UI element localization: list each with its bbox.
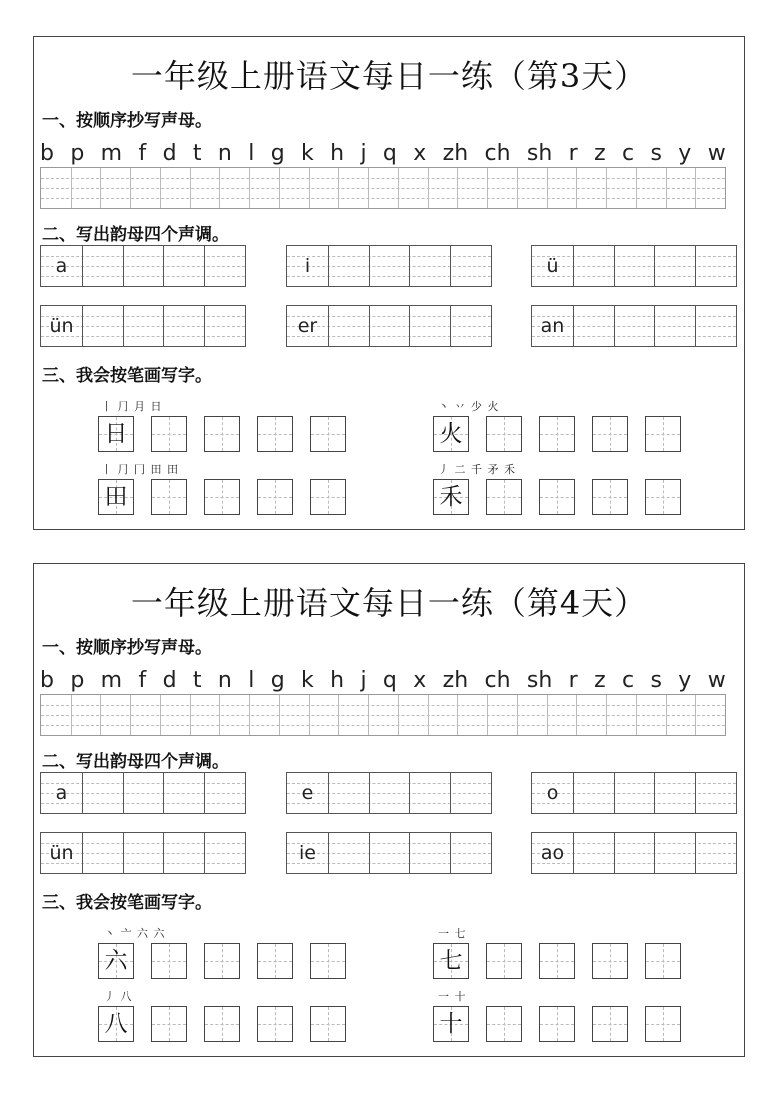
model-character: 日: [104, 421, 128, 447]
vowel-tone-box[interactable]: [40, 245, 246, 287]
tianzi-cell[interactable]: [539, 943, 575, 979]
tianzi-cell[interactable]: [151, 479, 187, 515]
worksheet-day-4: [33, 563, 745, 1057]
column-divider: [666, 695, 667, 735]
cell-divider: [614, 833, 615, 873]
column-divider: [576, 168, 577, 208]
tianzi-cell[interactable]: [204, 943, 240, 979]
tianzi-cell[interactable]: [592, 943, 628, 979]
column-divider: [71, 168, 72, 208]
cell-divider: [409, 833, 410, 873]
guide-line: [41, 705, 725, 706]
tianzi-cell[interactable]: [151, 943, 187, 979]
vowel-label: a: [55, 255, 68, 277]
initial-letter: c: [622, 667, 635, 693]
initial-letter: b: [40, 140, 54, 166]
column-divider: [219, 695, 220, 735]
guide-line: [41, 188, 725, 189]
initial-letter: x: [413, 667, 427, 693]
initial-letter: sh: [526, 140, 553, 166]
cell-divider: [654, 306, 655, 346]
column-divider: [576, 695, 577, 735]
column-divider: [160, 168, 161, 208]
initial-letter: r: [568, 667, 578, 693]
vowel-label: ie: [299, 842, 316, 864]
column-divider: [249, 695, 250, 735]
stroke-order-hint: 丨 ⺆ 月 日: [101, 400, 163, 413]
column-divider: [309, 695, 310, 735]
model-character: 禾: [439, 484, 463, 510]
initial-letter: s: [650, 667, 662, 693]
cell-divider: [369, 833, 370, 873]
tianzi-cell[interactable]: [486, 943, 522, 979]
tianzi-cell[interactable]: [486, 1006, 522, 1042]
cell-divider: [695, 773, 696, 813]
cell-divider: [409, 246, 410, 286]
column-divider: [190, 168, 191, 208]
initials-row: [40, 665, 726, 695]
vowel-label: er: [297, 315, 318, 337]
stroke-order-hint: 丿 二 千 矛 禾: [438, 463, 516, 476]
initial-letter: b: [40, 667, 54, 693]
tianzi-cell[interactable]: [592, 479, 628, 515]
cell-divider: [123, 833, 124, 873]
column-divider: [428, 168, 429, 208]
column-divider: [279, 168, 280, 208]
worksheet-title: 一年级上册语文每日一练（第3天）: [130, 57, 648, 95]
column-divider: [338, 168, 339, 208]
initial-letter: w: [707, 667, 726, 693]
initial-letter: q: [382, 140, 397, 166]
initial-letter: k: [301, 667, 314, 693]
cell-divider: [163, 833, 164, 873]
initial-letter: r: [568, 140, 578, 166]
initial-letter: h: [330, 667, 345, 693]
tianzi-cell[interactable]: [310, 943, 346, 979]
vowel-tone-box[interactable]: [531, 832, 737, 874]
initial-letter: g: [270, 667, 285, 693]
column-divider: [547, 168, 548, 208]
tianzi-cell[interactable]: [645, 479, 681, 515]
model-character: 七: [439, 948, 463, 974]
initial-letter: p: [70, 667, 85, 693]
tianzi-cell-model: [98, 416, 134, 452]
vowel-tone-box[interactable]: [286, 305, 492, 347]
initial-letter: g: [270, 140, 285, 166]
initial-letter: ch: [484, 140, 511, 166]
tianzi-cell[interactable]: [257, 416, 293, 452]
cell-divider: [614, 306, 615, 346]
initial-letter: n: [217, 667, 232, 693]
column-divider: [190, 695, 191, 735]
tianzi-cell[interactable]: [645, 416, 681, 452]
stroke-order-hint: 丿 八: [104, 990, 133, 1003]
cell-divider: [123, 306, 124, 346]
stroke-order-hint: 丨 ⺆ 冂 田 田: [101, 463, 179, 476]
cell-divider: [450, 773, 451, 813]
vowel-tone-box[interactable]: [531, 772, 737, 814]
guide-line: [41, 715, 725, 716]
cell-divider: [695, 306, 696, 346]
cell-divider: [695, 833, 696, 873]
tianzi-cell[interactable]: [486, 416, 522, 452]
column-divider: [338, 695, 339, 735]
vowel-tone-box[interactable]: [286, 245, 492, 287]
column-divider: [130, 168, 131, 208]
initials-writing-strip[interactable]: [40, 694, 726, 736]
vowel-label: ün: [49, 315, 74, 337]
tianzi-cell[interactable]: [204, 416, 240, 452]
guide-line: [41, 178, 725, 179]
cell-divider: [695, 246, 696, 286]
tianzi-cell[interactable]: [539, 479, 575, 515]
initial-letter: t: [192, 140, 202, 166]
vowel-label: e: [301, 782, 314, 804]
column-divider: [398, 168, 399, 208]
tianzi-cell[interactable]: [592, 416, 628, 452]
vowel-label: i: [304, 255, 311, 277]
initial-letter: z: [594, 140, 606, 166]
vowel-tone-box[interactable]: [40, 305, 246, 347]
vowel-label: a: [55, 782, 68, 804]
column-divider: [517, 168, 518, 208]
column-divider: [606, 168, 607, 208]
column-divider: [666, 168, 667, 208]
section-heading-initials: 一、按顺序抄写声母。: [42, 111, 212, 131]
vowel-tone-box[interactable]: [40, 772, 246, 814]
initials-writing-strip[interactable]: [40, 167, 726, 209]
cell-divider: [163, 246, 164, 286]
tianzi-cell[interactable]: [539, 416, 575, 452]
tianzi-cell-model: [433, 479, 469, 515]
tianzi-cell[interactable]: [204, 479, 240, 515]
initial-letter: t: [192, 667, 202, 693]
column-divider: [368, 695, 369, 735]
initial-letter: f: [138, 140, 147, 166]
vowel-label: ao: [540, 842, 565, 864]
tianzi-cell[interactable]: [645, 1006, 681, 1042]
guide-line: [41, 725, 725, 726]
stroke-order-hint: 丶 丷 少 火: [438, 400, 500, 413]
initial-letter: y: [678, 667, 692, 693]
column-divider: [487, 168, 488, 208]
initial-letter: d: [162, 667, 177, 693]
initial-letter: sh: [526, 667, 553, 693]
initial-letter: zh: [442, 667, 469, 693]
column-divider: [100, 168, 101, 208]
vowel-tone-box[interactable]: [531, 245, 737, 287]
initial-letter: z: [594, 667, 606, 693]
column-divider: [695, 168, 696, 208]
cell-divider: [369, 306, 370, 346]
initial-letter: s: [650, 140, 662, 166]
initial-letter: y: [678, 140, 692, 166]
tianzi-cell-model: [433, 1006, 469, 1042]
tianzi-cell[interactable]: [310, 1006, 346, 1042]
cell-divider: [204, 773, 205, 813]
cell-divider: [409, 773, 410, 813]
section-heading-initials: 一、按顺序抄写声母。: [42, 638, 212, 658]
initial-letter: w: [707, 140, 726, 166]
model-character: 八: [104, 1011, 128, 1037]
column-divider: [368, 168, 369, 208]
cell-divider: [369, 773, 370, 813]
column-divider: [636, 695, 637, 735]
vowel-label: o: [546, 782, 559, 804]
initial-letter: zh: [442, 140, 469, 166]
column-divider: [487, 695, 488, 735]
cell-divider: [204, 833, 205, 873]
cell-divider: [163, 773, 164, 813]
vowel-label: ün: [49, 842, 74, 864]
cell-divider: [654, 246, 655, 286]
cell-divider: [450, 306, 451, 346]
initial-letter: f: [138, 667, 147, 693]
column-divider: [130, 695, 131, 735]
column-divider: [71, 695, 72, 735]
cell-divider: [409, 306, 410, 346]
cell-divider: [654, 833, 655, 873]
model-character: 六: [104, 948, 128, 974]
initial-letter: l: [248, 667, 255, 693]
vowel-tone-box[interactable]: [531, 305, 737, 347]
column-divider: [428, 695, 429, 735]
column-divider: [695, 695, 696, 735]
cell-divider: [450, 833, 451, 873]
vowel-tone-box[interactable]: [40, 832, 246, 874]
column-divider: [398, 695, 399, 735]
worksheet-title: 一年级上册语文每日一练（第4天）: [130, 584, 648, 622]
cell-divider: [614, 246, 615, 286]
initial-letter: m: [100, 667, 123, 693]
column-divider: [547, 695, 548, 735]
worksheet-day-3: [33, 36, 745, 530]
column-divider: [249, 168, 250, 208]
initial-letter: c: [622, 140, 635, 166]
section-heading-stroke-writing: 三、我会按笔画写字。: [42, 366, 212, 386]
cell-divider: [614, 773, 615, 813]
initial-letter: j: [360, 140, 367, 166]
tianzi-cell[interactable]: [257, 1006, 293, 1042]
tianzi-cell[interactable]: [310, 479, 346, 515]
section-heading-vowel-tones: 二、写出韵母四个声调。: [42, 752, 229, 772]
tianzi-cell-model: [98, 1006, 134, 1042]
cell-divider: [123, 773, 124, 813]
guide-line: [41, 198, 725, 199]
tianzi-cell[interactable]: [204, 1006, 240, 1042]
cell-divider: [123, 246, 124, 286]
column-divider: [100, 695, 101, 735]
initial-letter: p: [70, 140, 85, 166]
tianzi-cell[interactable]: [151, 1006, 187, 1042]
column-divider: [636, 168, 637, 208]
initial-letter: k: [301, 140, 314, 166]
stroke-order-hint: 一 十: [438, 990, 467, 1003]
column-divider: [279, 695, 280, 735]
initial-letter: l: [248, 140, 255, 166]
column-divider: [160, 695, 161, 735]
tianzi-cell-model: [98, 943, 134, 979]
stroke-order-hint: 丶 亠 六 六: [104, 927, 166, 940]
cell-divider: [450, 246, 451, 286]
tianzi-cell[interactable]: [486, 479, 522, 515]
vowel-tone-box[interactable]: [286, 832, 492, 874]
vowel-label: ü: [546, 255, 559, 277]
tianzi-cell[interactable]: [645, 943, 681, 979]
model-character: 十: [439, 1011, 463, 1037]
tianzi-cell[interactable]: [257, 943, 293, 979]
model-character: 火: [439, 421, 463, 447]
initial-letter: x: [413, 140, 427, 166]
initial-letter: h: [330, 140, 345, 166]
initial-letter: n: [217, 140, 232, 166]
initial-letter: ch: [484, 667, 511, 693]
column-divider: [457, 695, 458, 735]
tianzi-cell-model: [98, 479, 134, 515]
vowel-label: an: [540, 315, 565, 337]
tianzi-cell[interactable]: [151, 416, 187, 452]
initial-letter: q: [382, 667, 397, 693]
cell-divider: [163, 306, 164, 346]
tianzi-cell[interactable]: [592, 1006, 628, 1042]
cell-divider: [204, 246, 205, 286]
column-divider: [517, 695, 518, 735]
initial-letter: m: [100, 140, 123, 166]
column-divider: [219, 168, 220, 208]
initials-row: [40, 138, 726, 168]
cell-divider: [654, 773, 655, 813]
column-divider: [309, 168, 310, 208]
section-heading-vowel-tones: 二、写出韵母四个声调。: [42, 225, 229, 245]
cell-divider: [369, 246, 370, 286]
tianzi-cell-model: [433, 943, 469, 979]
column-divider: [606, 695, 607, 735]
initial-letter: j: [360, 667, 367, 693]
cell-divider: [204, 306, 205, 346]
model-character: 田: [104, 484, 128, 510]
section-heading-stroke-writing: 三、我会按笔画写字。: [42, 893, 212, 913]
tianzi-cell[interactable]: [310, 416, 346, 452]
initial-letter: d: [162, 140, 177, 166]
stroke-order-hint: 一 七: [438, 927, 467, 940]
tianzi-cell[interactable]: [539, 1006, 575, 1042]
tianzi-cell[interactable]: [257, 479, 293, 515]
tianzi-cell-model: [433, 416, 469, 452]
vowel-tone-box[interactable]: [286, 772, 492, 814]
column-divider: [457, 168, 458, 208]
